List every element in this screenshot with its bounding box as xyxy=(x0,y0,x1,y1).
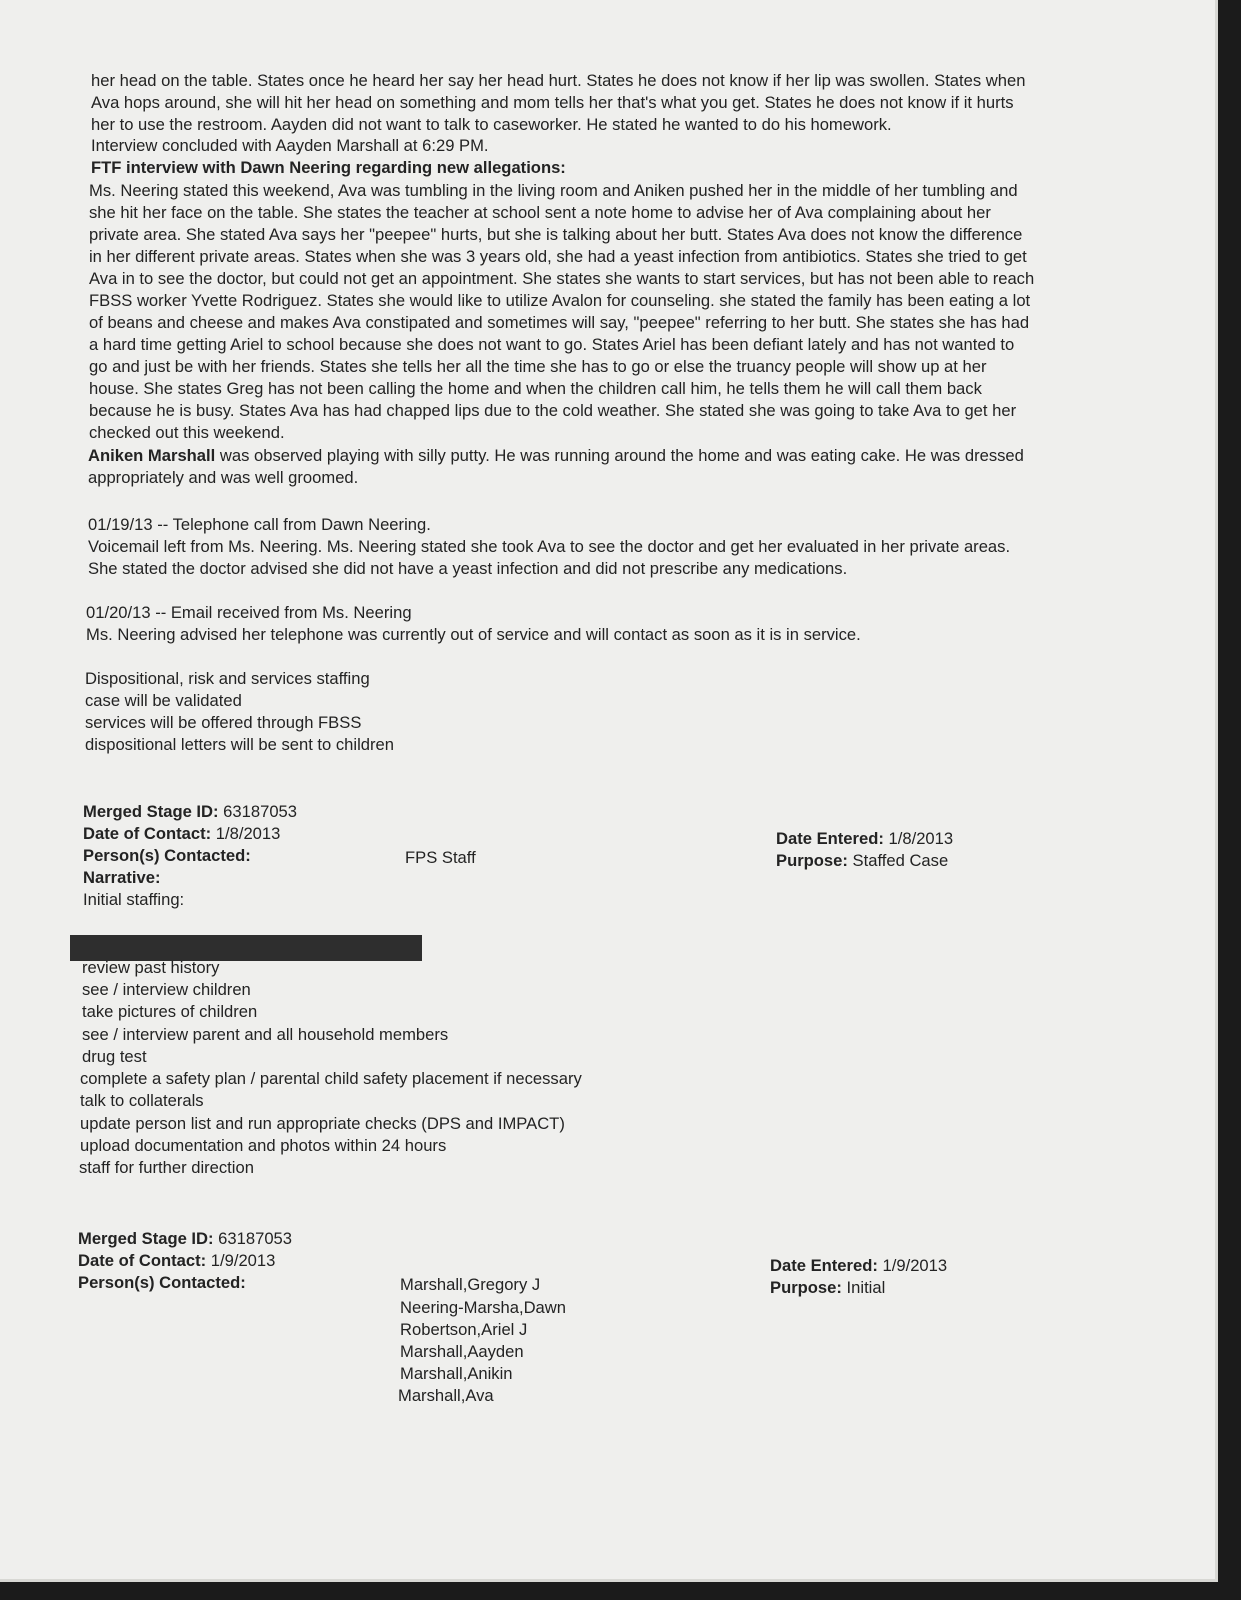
person-contacted: Robertson,Ariel J xyxy=(400,1320,528,1339)
task-item: complete a safety plan / parental child safety placement if necessary xyxy=(80,1069,582,1088)
ftf-line: private area. She stated Ava says her "peepee" hurts, but she is talking about her butt. States Ava does not know the difference xyxy=(89,225,1023,244)
ftf-heading: FTF interview with Dawn Neering regarding new allegations: xyxy=(91,158,566,177)
date-of-contact-label: Date of Contact: xyxy=(78,1251,207,1270)
person-contacted: Marshall,Gregory J xyxy=(400,1275,541,1294)
narrative-label: Narrative: xyxy=(83,868,161,887)
narrative-line: her to use the restroom. Aayden did not want to talk to caseworker. He stated he wanted to do his homework. xyxy=(91,115,892,134)
task-item: review past history xyxy=(82,958,220,977)
entry-line: Ms. Neering advised her telephone was currently out of service and will contact as soon as it is in service. xyxy=(86,625,861,644)
person-contacted: Neering-Marsha,Dawn xyxy=(400,1298,567,1317)
date-entered-label: Date Entered: xyxy=(776,829,884,848)
person-contacted: Marshall,Ava xyxy=(398,1386,494,1405)
date-of-contact-value: 1/8/2013 xyxy=(215,824,281,843)
entry-line: Voicemail left from Ms. Neering. Ms. Neering stated she took Ava to see the doctor and get her evaluated in her private areas. xyxy=(88,537,1011,556)
purpose-value: Initial xyxy=(846,1278,886,1297)
ftf-line: Ava in to see the doctor, but could not get an appointment. She states she wants to start services, but has not been able to reach xyxy=(89,269,1035,288)
stage-id-label: Merged Stage ID: xyxy=(78,1229,214,1248)
task-item: talk to collaterals xyxy=(80,1091,204,1110)
disposition-line: case will be validated xyxy=(85,691,242,710)
narrative-intro: Initial staffing: xyxy=(83,890,185,909)
entry-header-0120: 01/20/13 -- Email received from Ms. Neering xyxy=(86,603,412,622)
ftf-line: checked out this weekend. xyxy=(89,423,285,442)
task-item: upload documentation and photos within 24 hours xyxy=(80,1136,447,1155)
persons-contacted-label: Person(s) Contacted: xyxy=(83,846,251,865)
record2-date-entered xyxy=(770,1256,947,1276)
date-entered-value: 1/8/2013 xyxy=(888,829,954,848)
task-item: see / interview parent and all household members xyxy=(82,1025,449,1044)
task-item: staff for further direction xyxy=(79,1158,254,1177)
task-item: update person list and run appropriate checks (DPS and IMPACT) xyxy=(80,1114,565,1133)
stage-id-value: 63187053 xyxy=(223,802,298,821)
narrative-line: her head on the table. States once he heard her say her head hurt. States he does not know if her lip was swollen. States when xyxy=(91,71,1026,90)
record1-stage-id xyxy=(83,802,297,822)
ftf-line: Ms. Neering stated this weekend, Ava was tumbling in the living room and Aniken pushed her in the middle of her tumbling and xyxy=(89,181,1018,200)
task-item: drug test xyxy=(82,1047,147,1066)
ftf-line: of beans and cheese and makes Ava constipated and sometimes will say, "peepee" referring to her butt. She states she has had xyxy=(89,313,1030,332)
stage-id-value: 63187053 xyxy=(218,1229,293,1248)
disposition-line: services will be offered through FBSS xyxy=(85,713,362,732)
ftf-line: because he is busy. States Ava has had chapped lips due to the cold weather. She stated she was going to take Ava to get her xyxy=(89,401,1017,420)
record1-purpose xyxy=(776,851,948,871)
narrative-line: Ava hops around, she will hit her head on something and mom tells her that's what you get. States he does not know if it hurts xyxy=(91,93,1014,112)
record1-date-entered xyxy=(776,829,953,849)
aniken-observation xyxy=(88,446,1024,466)
disposition-line: Dispositional, risk and services staffing xyxy=(85,669,370,688)
date-of-contact-value: 1/9/2013 xyxy=(210,1251,276,1270)
record1-date-of-contact xyxy=(83,824,280,844)
person-contacted: Marshall,Anikin xyxy=(400,1364,513,1383)
persons-contacted-label: Person(s) Contacted: xyxy=(78,1273,246,1292)
persons-contacted-value: FPS Staff xyxy=(405,848,476,867)
ftf-line: she hit her face on the table. She states the teacher at school sent a note home to advise her of Ava complaining about her xyxy=(89,203,991,222)
ftf-line: house. She states Greg has not been calling the home and when the children call him, he tells them he will call them back xyxy=(89,379,982,398)
narrative-line: Interview concluded with Aayden Marshall at 6:29 PM. xyxy=(91,136,489,155)
aniken-observation-text: was observed playing with silly putty. He was running around the home and was eating cake. He was dressed xyxy=(215,446,1024,465)
date-entered-label: Date Entered: xyxy=(770,1256,878,1275)
ftf-line: in her different private areas. States when she was 3 years old, she had a yeast infection from antibiotics. States she tried to get xyxy=(89,247,1027,266)
disposition-line: dispositional letters will be sent to children xyxy=(85,735,394,754)
task-item: see / interview children xyxy=(82,980,251,999)
record2-date-of-contact xyxy=(78,1251,275,1271)
ftf-line: go and just be with her friends. States she tells her all the time she has to go or else the truancy people will show up at her xyxy=(89,357,987,376)
aniken-name: Aniken Marshall xyxy=(88,446,216,465)
purpose-label: Purpose: xyxy=(770,1278,842,1297)
date-entered-value: 1/9/2013 xyxy=(882,1256,948,1275)
ftf-line: FBSS worker Yvette Rodriguez. States she would like to utilize Avalon for counseling. she stated the family has been eating a lot xyxy=(89,291,1031,310)
ftf-line: a hard time getting Ariel to school because she does not want to go. States Ariel has been defiant lately and has not wanted to xyxy=(89,335,1015,354)
purpose-value: Staffed Case xyxy=(852,851,949,870)
entry-line: She stated the doctor advised she did not have a yeast infection and did not prescribe any medications. xyxy=(88,559,848,578)
task-item: take pictures of children xyxy=(82,1002,258,1021)
entry-header-0119: 01/19/13 -- Telephone call from Dawn Neering. xyxy=(88,515,431,534)
person-contacted: Marshall,Aayden xyxy=(400,1342,524,1361)
stage-id-label: Merged Stage ID: xyxy=(83,802,219,821)
date-of-contact-label: Date of Contact: xyxy=(83,824,212,843)
record2-purpose xyxy=(770,1278,885,1298)
aniken-observation-line: appropriately and was well groomed. xyxy=(88,468,359,487)
record2-stage-id xyxy=(78,1229,292,1249)
purpose-label: Purpose: xyxy=(776,851,848,870)
